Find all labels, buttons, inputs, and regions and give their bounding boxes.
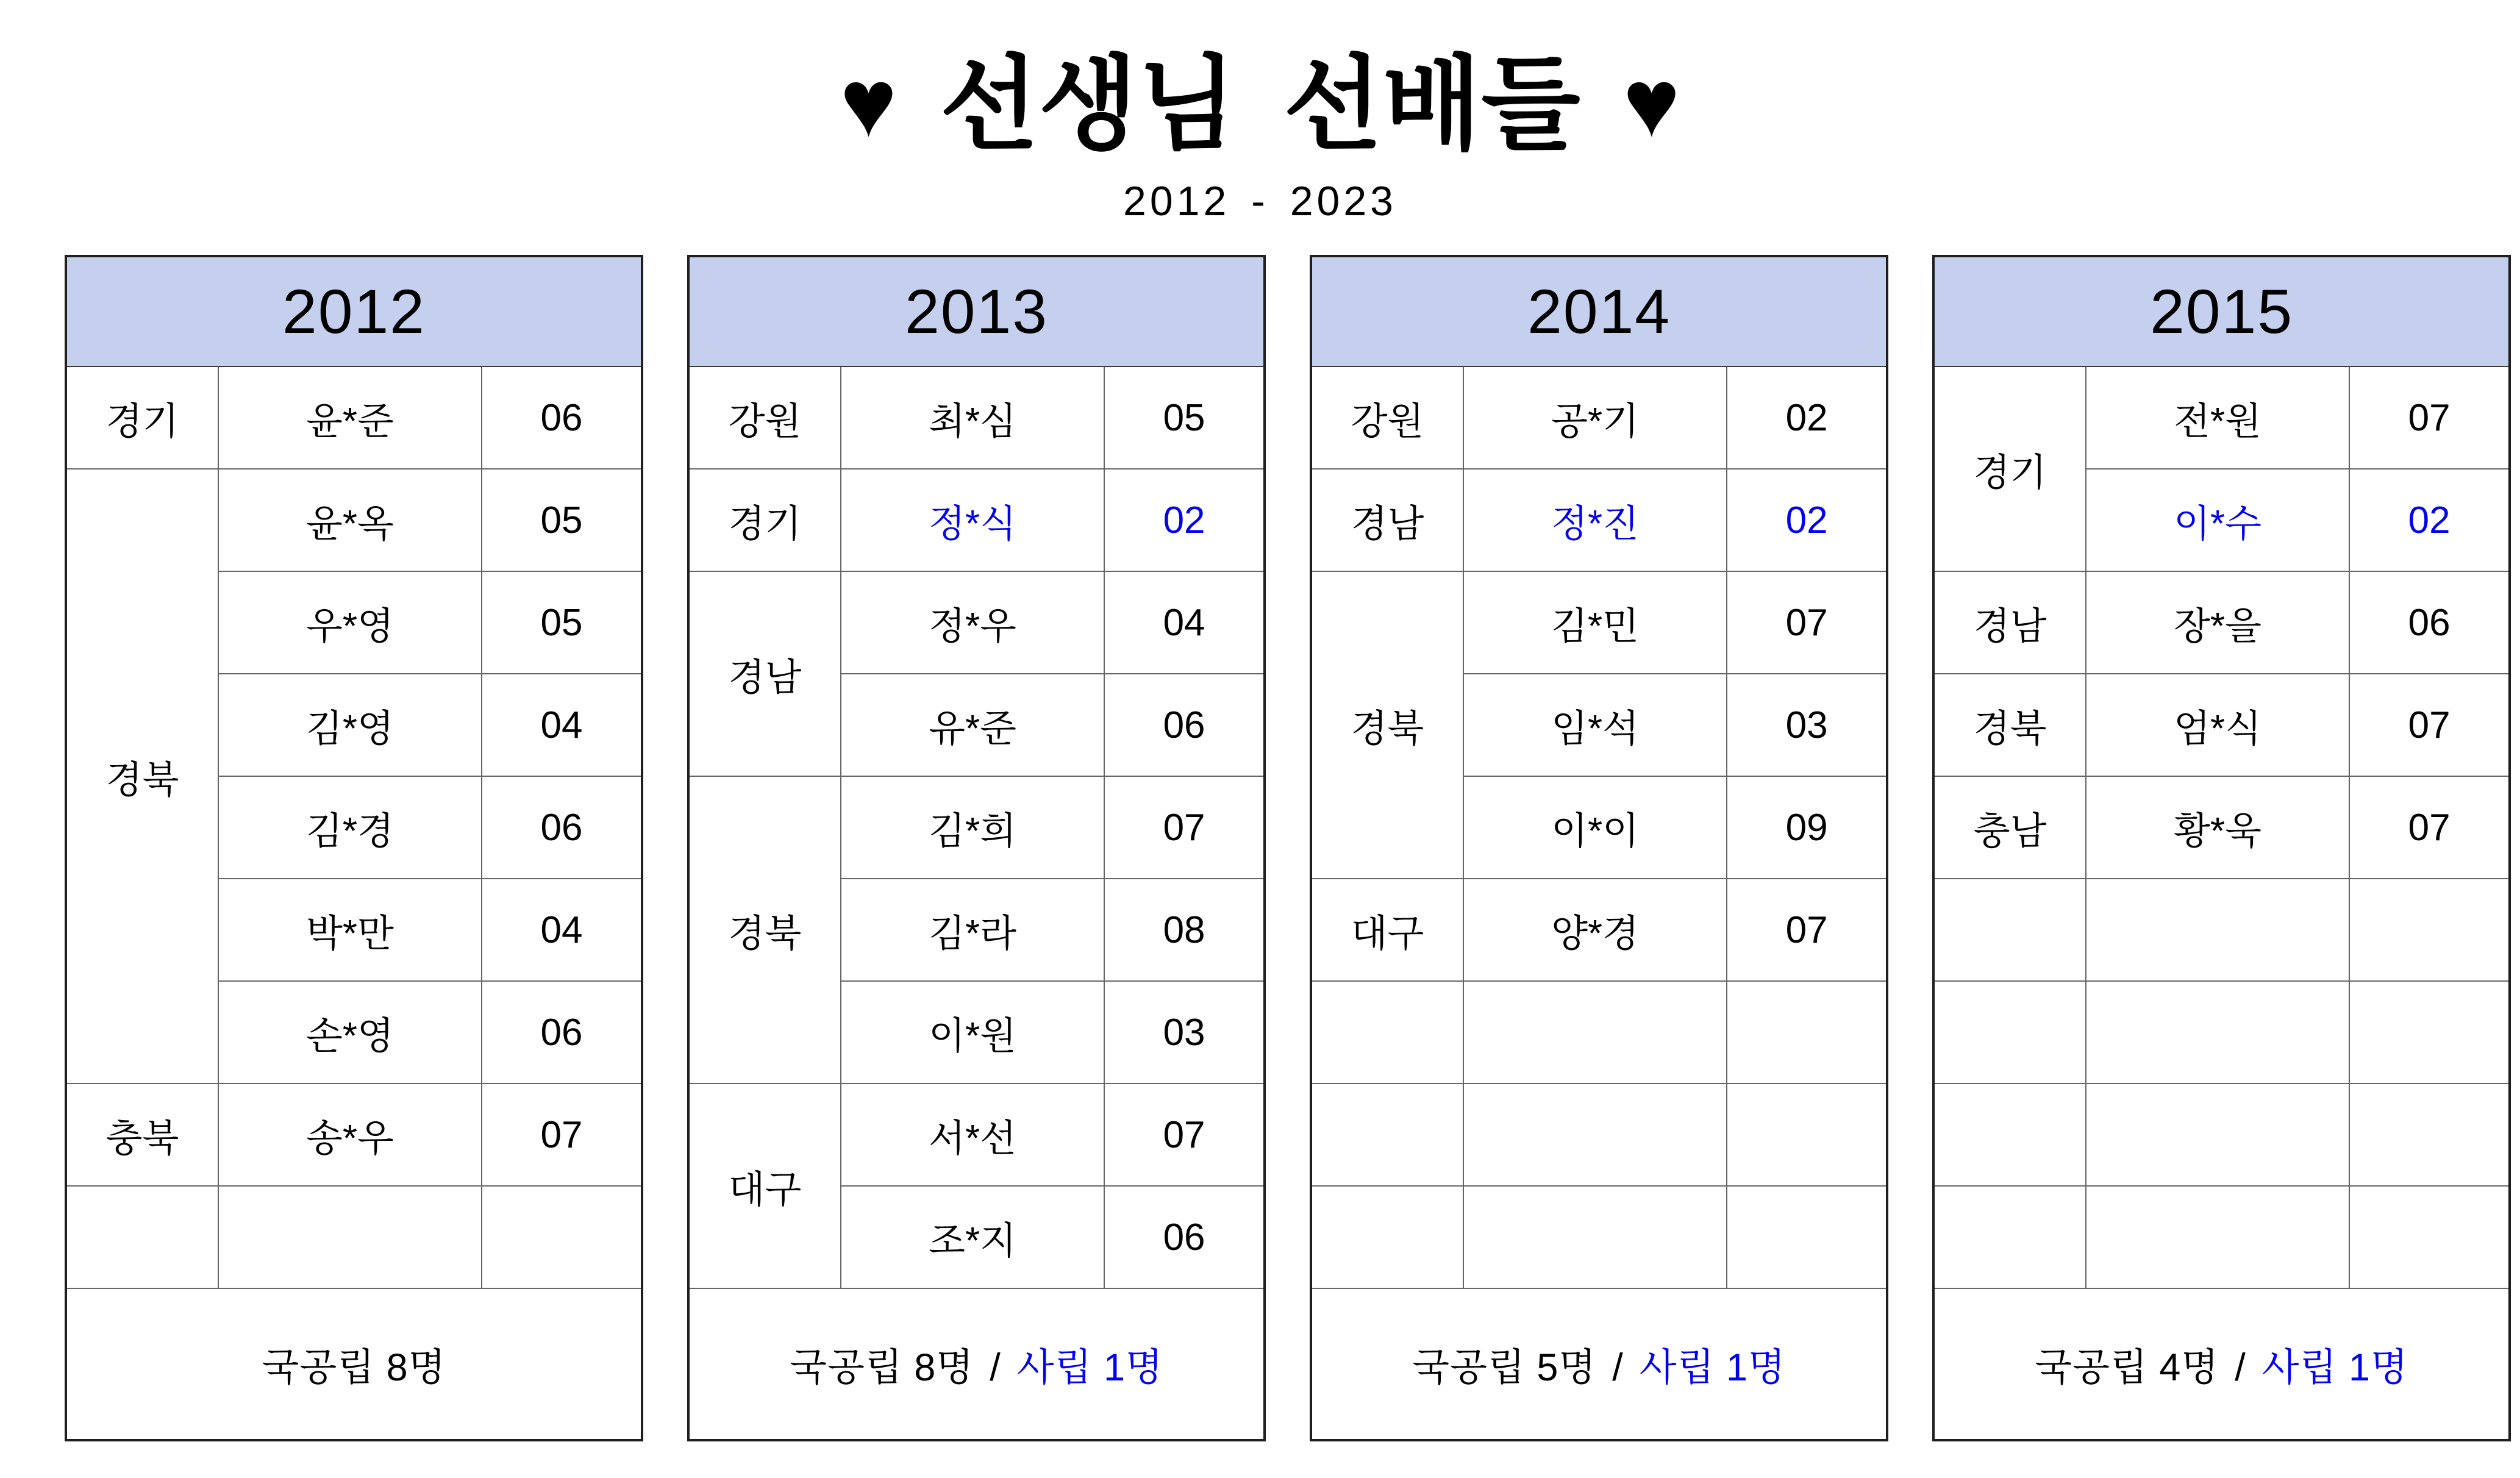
num-cell: 07 — [1727, 879, 1887, 981]
footer-separator: / — [1612, 1346, 1624, 1389]
table-row — [688, 469, 1265, 571]
num-cell — [2349, 879, 2510, 981]
region-cell: 경남 — [1933, 571, 2086, 674]
num-cell: 04 — [482, 674, 642, 776]
num-cell: 03 — [1727, 674, 1887, 776]
num-cell: 02 — [1727, 366, 1887, 469]
name-cell: 황*욱 — [2086, 776, 2349, 879]
name-cell: 이*이 — [1463, 776, 1727, 879]
num-cell — [2349, 1084, 2510, 1186]
footer-private-label: 사립 1명 — [2261, 1346, 2408, 1389]
table-row-empty — [1933, 1186, 2510, 1288]
region-cell — [66, 1186, 218, 1288]
name-cell — [1463, 1084, 1727, 1186]
num-cell — [482, 1186, 642, 1288]
num-cell — [2349, 1186, 2510, 1288]
heart-icon-right: ♥ — [1622, 49, 1680, 157]
name-cell: 정*식 — [841, 469, 1104, 571]
table-footer — [688, 1288, 1265, 1440]
name-cell: 김*희 — [841, 776, 1104, 879]
name-cell: 김*영 — [218, 674, 482, 776]
table-row — [1311, 469, 1887, 571]
name-cell: 김*라 — [841, 879, 1104, 981]
footer-public-label: 국공립 5명 — [1412, 1346, 1597, 1389]
name-cell: 정*우 — [841, 571, 1104, 674]
table-row — [1311, 366, 1887, 469]
page-title — [0, 39, 2520, 168]
region-cell: 대구 — [1311, 879, 1463, 981]
year-table-2013 — [687, 255, 1266, 1441]
num-cell: 02 — [2349, 469, 2510, 571]
name-cell: 송*우 — [218, 1084, 482, 1186]
footer-private-label: 사립 1명 — [1639, 1346, 1786, 1389]
year-tables-row — [0, 255, 2520, 1441]
num-cell — [1727, 981, 1887, 1084]
name-cell — [218, 1186, 482, 1288]
footer-public-label: 국공립 8명 — [262, 1346, 446, 1389]
region-cell — [1933, 1186, 2086, 1288]
region-cell: 경북 — [688, 776, 841, 1084]
name-cell — [2086, 981, 2349, 1084]
year-header: 2015 — [1933, 256, 2510, 366]
region-cell: 경기 — [1933, 366, 2086, 571]
table-row — [66, 366, 642, 469]
name-cell: 전*원 — [2086, 366, 2349, 469]
year-header: 2012 — [66, 256, 642, 366]
footer-private-label: 사립 1명 — [1016, 1346, 1163, 1389]
year-header: 2013 — [688, 256, 1265, 366]
num-cell: 06 — [1104, 1186, 1265, 1288]
region-cell — [1933, 1084, 2086, 1186]
table-row — [66, 1084, 642, 1186]
table-row-empty — [1933, 1084, 2510, 1186]
num-cell: 02 — [1104, 469, 1265, 571]
name-cell: 이*수 — [2086, 469, 2349, 571]
num-cell: 07 — [482, 1084, 642, 1186]
table-row — [1933, 776, 2510, 879]
footer-separator: / — [990, 1346, 1001, 1389]
num-cell: 09 — [1727, 776, 1887, 879]
name-cell: 우*영 — [218, 571, 482, 674]
num-cell: 07 — [2349, 674, 2510, 776]
name-cell: 서*선 — [841, 1084, 1104, 1186]
table-row — [688, 776, 1265, 879]
table-row-empty — [1311, 1084, 1887, 1186]
num-cell — [1727, 1084, 1887, 1186]
table-row — [688, 1084, 1265, 1186]
title-text: 선생님 선배들 — [940, 47, 1580, 162]
table-row — [1933, 674, 2510, 776]
table-row-empty — [1933, 981, 2510, 1084]
name-cell: 장*을 — [2086, 571, 2349, 674]
num-cell: 05 — [482, 571, 642, 674]
region-cell: 강원 — [688, 366, 841, 469]
region-cell — [1311, 981, 1463, 1084]
name-cell: 임*석 — [1463, 674, 1727, 776]
name-cell: 박*만 — [218, 879, 482, 981]
name-cell: 최*심 — [841, 366, 1104, 469]
name-cell — [2086, 1084, 2349, 1186]
region-cell — [1311, 1084, 1463, 1186]
name-cell: 손*영 — [218, 981, 482, 1084]
num-cell: 05 — [1104, 366, 1265, 469]
name-cell: 이*원 — [841, 981, 1104, 1084]
footer-separator: / — [2235, 1346, 2246, 1389]
table-row — [66, 469, 642, 571]
table-row — [1311, 879, 1887, 981]
year-table-2012 — [65, 255, 643, 1441]
num-cell: 07 — [2349, 776, 2510, 879]
num-cell: 02 — [1727, 469, 1887, 571]
region-cell: 충북 — [66, 1084, 218, 1186]
table-row — [688, 571, 1265, 674]
region-cell — [1933, 981, 2086, 1084]
table-footer — [1311, 1288, 1887, 1440]
num-cell: 06 — [482, 366, 642, 469]
region-cell: 경북 — [1311, 571, 1463, 879]
num-cell: 08 — [1104, 879, 1265, 981]
num-cell — [1727, 1186, 1887, 1288]
name-cell: 김*경 — [218, 776, 482, 879]
year-table-2014 — [1310, 255, 1888, 1441]
num-cell: 06 — [482, 981, 642, 1084]
region-cell: 경기 — [66, 366, 218, 469]
name-cell: 양*경 — [1463, 879, 1727, 981]
region-cell: 대구 — [688, 1084, 841, 1288]
num-cell: 05 — [482, 469, 642, 571]
num-cell: 07 — [2349, 366, 2510, 469]
region-cell: 경북 — [1933, 674, 2086, 776]
table-row — [1933, 366, 2510, 469]
name-cell: 윤*준 — [218, 366, 482, 469]
year-header: 2014 — [1311, 256, 1887, 366]
footer-public-label: 국공립 4명 — [2035, 1346, 2219, 1389]
num-cell: 06 — [482, 776, 642, 879]
year-table-2015 — [1932, 255, 2511, 1441]
name-cell — [2086, 1186, 2349, 1288]
table-row-empty — [66, 1186, 642, 1288]
name-cell — [1463, 981, 1727, 1084]
num-cell: 06 — [1104, 674, 1265, 776]
name-cell: 김*민 — [1463, 571, 1727, 674]
name-cell: 윤*옥 — [218, 469, 482, 571]
table-footer — [66, 1288, 642, 1440]
table-row — [1933, 571, 2510, 674]
num-cell: 06 — [2349, 571, 2510, 674]
name-cell — [1463, 1186, 1727, 1288]
region-cell: 경기 — [688, 469, 841, 571]
footer-public-label: 국공립 8명 — [790, 1346, 974, 1389]
name-cell: 유*준 — [841, 674, 1104, 776]
region-cell: 경남 — [1311, 469, 1463, 571]
heart-icon-left: ♥ — [840, 49, 898, 157]
name-cell — [2086, 879, 2349, 981]
num-cell: 03 — [1104, 981, 1265, 1084]
name-cell: 엄*식 — [2086, 674, 2349, 776]
name-cell: 정*진 — [1463, 469, 1727, 571]
table-row-empty — [1311, 981, 1887, 1084]
table-row-empty — [1311, 1186, 1887, 1288]
subtitle: 2012 - 2023 — [1123, 178, 1397, 224]
num-cell: 04 — [1104, 571, 1265, 674]
region-cell — [1933, 879, 2086, 981]
region-cell — [1311, 1186, 1463, 1288]
num-cell: 07 — [1727, 571, 1887, 674]
table-row — [1311, 571, 1887, 674]
region-cell: 경남 — [688, 571, 841, 776]
region-cell: 강원 — [1311, 366, 1463, 469]
num-cell — [2349, 981, 2510, 1084]
num-cell: 07 — [1104, 776, 1265, 879]
name-cell: 공*기 — [1463, 366, 1727, 469]
table-row — [688, 366, 1265, 469]
name-cell: 조*지 — [841, 1186, 1104, 1288]
region-cell: 경북 — [66, 469, 218, 1084]
num-cell: 04 — [482, 879, 642, 981]
region-cell: 충남 — [1933, 776, 2086, 879]
table-footer — [1933, 1288, 2510, 1440]
table-row-empty — [1933, 879, 2510, 981]
num-cell: 07 — [1104, 1084, 1265, 1186]
